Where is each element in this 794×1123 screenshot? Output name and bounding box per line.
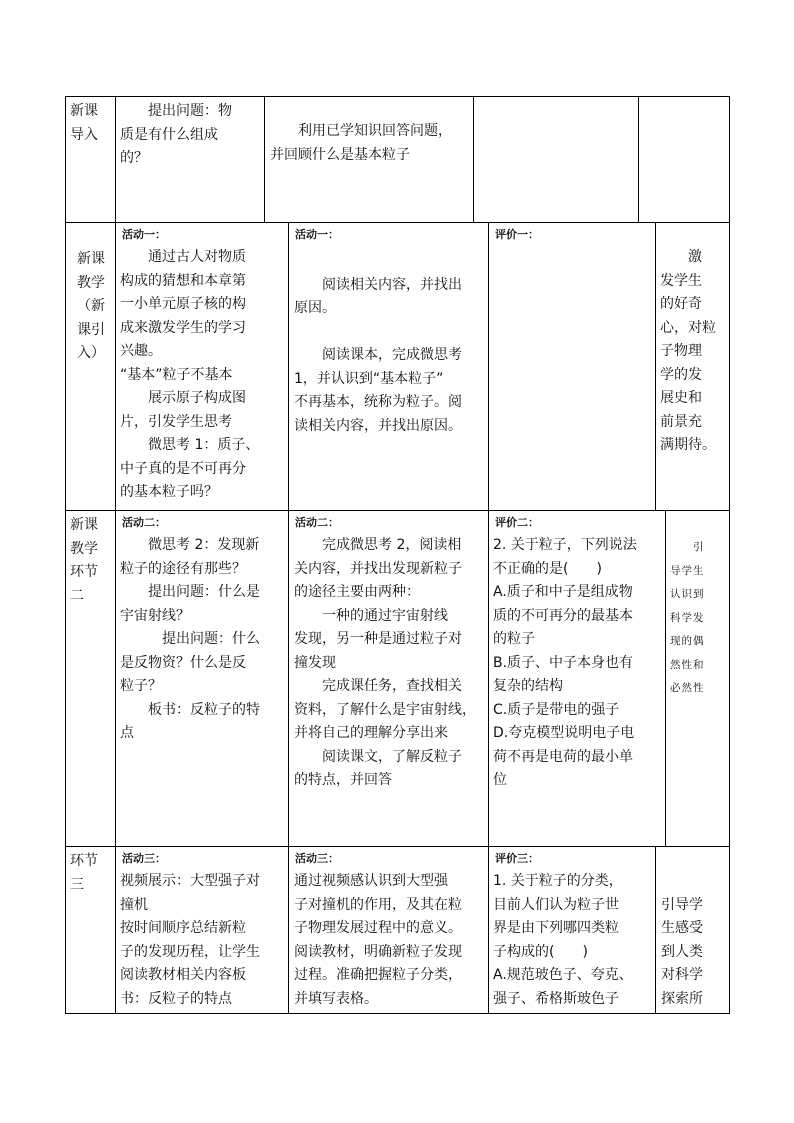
teacher-activity-head: 活动一： [122, 228, 166, 241]
design-intent-link2: 引 导学生 认识到 科学发 现的偶 然性和 必然性 [670, 541, 705, 694]
table-border [638, 96, 639, 222]
evaluation-head: 评价一： [495, 228, 539, 241]
table-border [65, 846, 730, 847]
table-border [473, 96, 474, 222]
table-border [65, 96, 66, 1014]
table-border [655, 222, 656, 510]
table-border [65, 96, 730, 97]
table-border [655, 846, 656, 1014]
teacher-activity-teach: 通过古人对物质 构成的猜想和本章第 一小单元原子核的构 成来激发学生的学习 兴趣。 “基本”粒子不基本 展示原子构成图 片，引发学生思考 微思考 1：质子、 中子真的是不可再分 的基本粒子吗？ [120, 249, 260, 500]
table-border [65, 510, 730, 511]
evaluation-link3: 1. 关于粒子的分类， 目前人们认为粒子世 界是由下列哪四类粒 子构成的( ) A.规范玻色子、夸克、 强子、希格斯玻色子 [493, 873, 633, 1007]
table-border [65, 222, 730, 223]
stage-teach: 新课 教学 （新 课引 入） [77, 251, 105, 361]
table-border [65, 1013, 730, 1014]
table-border [488, 222, 489, 1014]
student-activity-link2: 完成微思考 2，阅读相 关内容，并找出发现新粒子 的途径主要由两种： 一种的通过宇宙射线 发现，另一种是通过粒子对 撞发现 完成课任务，查找相关 资料，了解什么是宇宙射线， 并将自己的理解分享出来 阅读课文，了解反粒子 的特点，并回答 [294, 537, 476, 788]
table-border [665, 510, 666, 846]
teacher-activity-link2: 微思考 2：发现新 粒子的途径有那些？ 提出问题：什么是 宇宙射线？ 提出问题：什么 是反物资？什么是反 粒子？ 板书：反粒子的特 点 [120, 537, 260, 741]
stage-link3: 环节 三 [70, 853, 98, 893]
evaluation-head: 评价三： [495, 852, 539, 865]
student-activity-head: 活动一： [295, 228, 339, 241]
teacher-activity-intro: 提出问题：物 质是有什么组成 的？ [120, 103, 232, 166]
student-activity-head: 活动三： [295, 852, 339, 865]
design-intent-teach: 激 发学生 的好奇 心，对粒 子物理 学的发 展史和 前景充 满期待。 [660, 249, 716, 453]
student-activity-link3: 通过视频感认识到大型强 子对撞机的作用，及其在粒 子物理发展过程中的意义。 阅读教材，明确新粒子发现 过程。准确把握粒子分类， 并填写表格。 [294, 873, 462, 1007]
table-border [729, 96, 730, 1014]
table-border [288, 222, 289, 1014]
stage-intro: 新课 导入 [70, 103, 98, 143]
evaluation-head: 评价二： [495, 516, 539, 529]
evaluation-link2: 2. 关于粒子，下列说法 不正确的是( ) A.质子和中子是组成物 质的不可再分的最基本 的粒子 B.质子、中子本身也有 复杂的结构 C.质子是带电的强子 D.夸克模型说明电子电 荷不再是电荷的最小单 位 [493, 537, 637, 788]
table-border [264, 96, 265, 222]
student-activity-intro: 利用已学知识回答问题， 并回顾什么是基本粒子 [270, 123, 452, 163]
table-border [115, 96, 116, 1014]
teacher-activity-link3: 视频展示：大型强子对 撞机 按时间顺序总结新粒 子的发现历程，让学生 阅读教材相关内容板 书：反粒子的特点 [120, 873, 260, 1007]
student-activity-head: 活动二： [295, 516, 339, 529]
teacher-activity-head: 活动三： [122, 852, 166, 865]
stage-link2: 新课 教学 环节 二 [70, 517, 98, 604]
design-intent-link3: 引导学 生感受 到人类 对科学 探索所 [661, 896, 703, 1007]
lesson-plan-table [65, 96, 730, 1014]
student-activity-teach: 阅读相关内容，并找出 原因。 阅读课本，完成微思考 1，并认识到“基本粒子” 不再基本，统称为粒子。阅 读相关内容，并找出原因。 [294, 276, 462, 434]
teacher-activity-head: 活动二： [122, 516, 166, 529]
